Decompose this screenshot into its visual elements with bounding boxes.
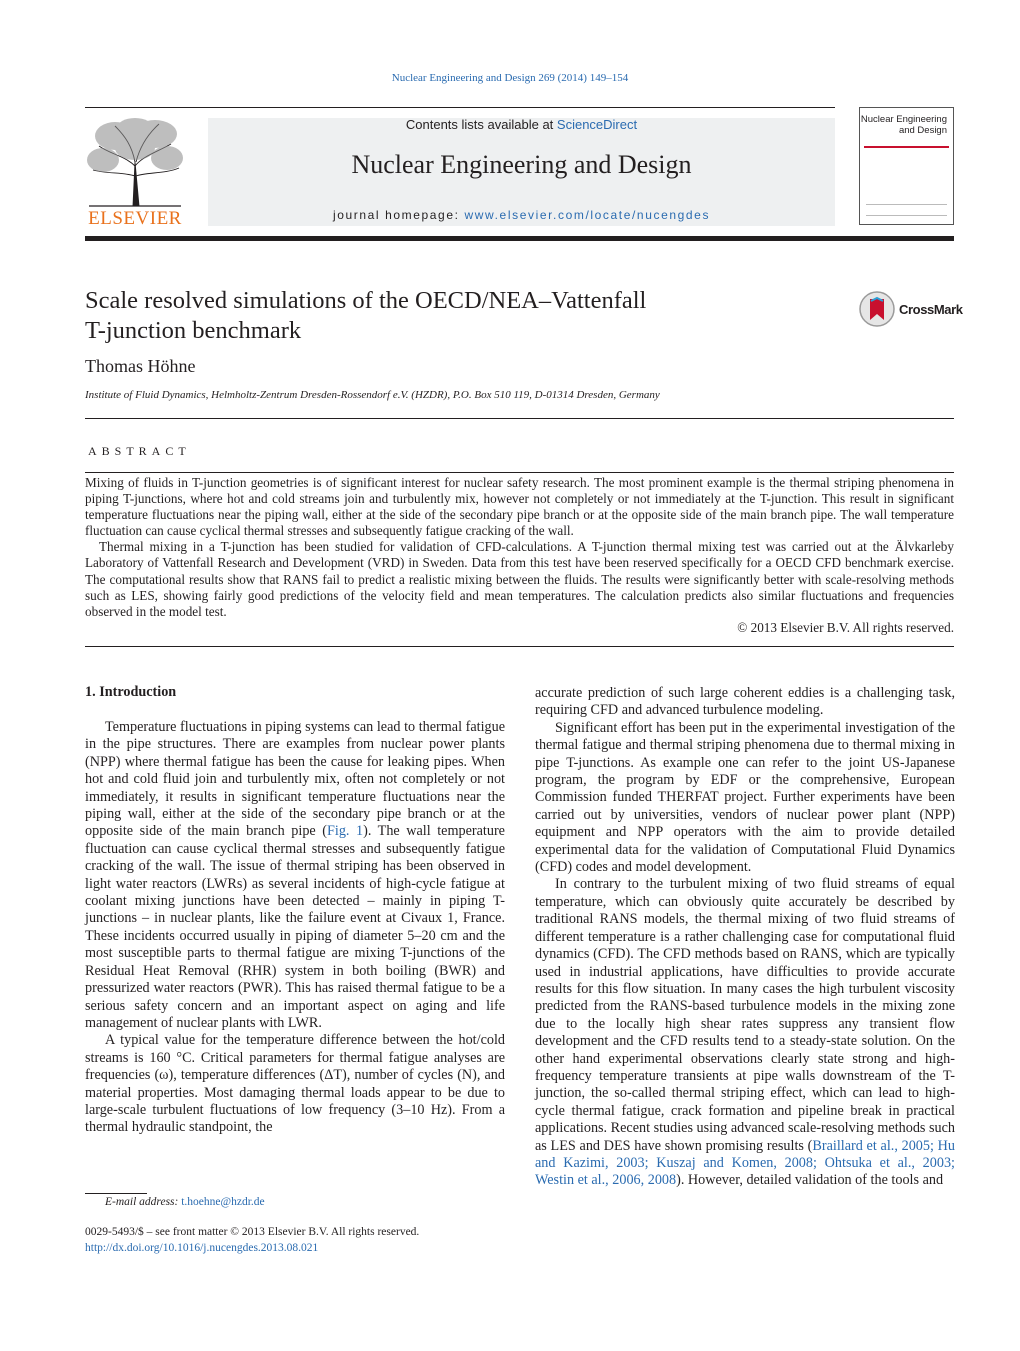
abstract-inner-rule — [85, 472, 954, 473]
abstract-heading: ABSTRACT — [88, 444, 191, 458]
section-heading-introduction: 1. Introduction — [85, 684, 177, 700]
cover-title-line2: and Design — [898, 125, 947, 136]
author-email-footnote — [105, 1196, 265, 1208]
references-link[interactable]: Braillard et al., 2005; Hu and Kazimi, 2003; Kuszaj and Komen, 2008; Ohtsuka et al., 2003; Westin et al., 2006, 2008 — [535, 1137, 956, 1189]
intro-p4-text-b: ). However, detailed validation of the tools and — [676, 1172, 944, 1189]
email-link[interactable]: t.hoehne@hzdr.de — [181, 1196, 265, 1208]
author-name[interactable]: Thomas Höhne — [85, 356, 196, 376]
author-affiliation: Institute of Fluid Dynamics, Helmholtz-Zentrum Dresden-Rossendorf e.V. (HZDR), P.O. Box 510 119, D-01314 Dresden, Germany — [85, 389, 660, 401]
header-rule — [85, 107, 835, 108]
right-column — [535, 685, 955, 1190]
abstract-bottom-rule — [85, 646, 954, 647]
contents-prefix: Contents lists available at — [405, 117, 557, 132]
left-column — [85, 719, 505, 1137]
intro-p4-text-a: In contrary to the turbulent mixing of two fluid streams of equal temperature, which can obviously quite accurately be described by traditional RANS models, the thermal mixing of two fluid streams of different temperature is a rather challenging case for computational fluid dynamics (CFD). The CFD methods based on RANS, which are typically used in industrial applications, have difficulties to provide accurate results for this flow situation. In many cases the high turbulent viscosity predicted from the RANS-based turbulence models in the mixing zone due to the locally high shear rates suppress any transient flow development and the CFD results tend to a steady-state solution. On the other hand experimental observations clearly state strong and high-frequency temperature transients at pipe walls downstream of the T-junction, the so-called thermal striping effect, which can lead to high-cycle thermal fatigue, crack formation and pipeline break in practical applications. Recent studies using advanced scale-resolving methods such as LES and DES have shown promising results ( — [535, 876, 955, 1154]
figure-1-link[interactable]: Fig. 1 — [327, 823, 364, 840]
tree-icon — [85, 116, 185, 208]
email-label: E-mail address: — [105, 1196, 179, 1208]
front-matter-line: 0029-5493/$ – see front matter © 2013 Elsevier B.V. All rights reserved. — [85, 1226, 420, 1238]
crossmark-label[interactable]: CrossMark — [899, 302, 963, 317]
intro-p1-text-b: ). The wall temperature fluctuation can cause cyclical thermal stresses and subsequently fatigue cracking of the wall. The issue of thermal striping has been observed in light water reactors (LWRs) as several incidents of high-cycle fatigue at coolant mixing junctions have been detected – mainly in piping T-junctions – in nuclear plants, like the failure event at Civaux 1, France. These incidents occurred usually in piping of diameter 5–20 cm and the most susceptible parts to thermal fatigue are mixing T-junctions of the Residual Heat Removal (RHR) system in both boiling (BWR) and pressurized water reactors (PWR). This has raised thermal fatigue to be a serious safety concern and an important aspect on aging and life management of nuclear plants with LWR. — [85, 823, 505, 1031]
cover-title-line1: Nuclear Engineering — [860, 114, 947, 125]
abstract-body — [85, 475, 954, 620]
header-thick-rule — [85, 236, 954, 241]
abstract-copyright: © 2013 Elsevier B.V. All rights reserved. — [737, 620, 954, 635]
journal-homepage — [208, 208, 835, 222]
elsevier-logo[interactable] — [85, 116, 185, 228]
crossmark-icon — [858, 290, 896, 328]
journal-citation[interactable]: Nuclear Engineering and Design 269 (2014) 149–154 — [391, 72, 629, 84]
intro-paragraph-4 — [535, 876, 955, 1189]
journal-cover-thumbnail[interactable] — [859, 107, 954, 225]
publisher-wordmark: ELSEVIER — [88, 208, 182, 229]
title-line-2: T-junction benchmark — [85, 317, 302, 344]
journal-title: Nuclear Engineering and Design — [351, 150, 692, 179]
homepage-prefix: journal homepage: — [332, 208, 465, 222]
intro-paragraph-3: Significant effort has been put in the experimental investigation of the thermal fatigue and thermal striping phenomena due to thermal mixing in pipe T-junctions. As example one can refer to the joint US-Japanese program, the program by EDF or the comprehensive, European Commission funded THERFAT project. Further experiments have been carried out by universities, vendors of nuclear power plant (NPP) equipment and NPP operators with the aim to provide detailed experimental data for the validation of Computational Fluid Dynamics (CFD) codes and model development. — [535, 719, 955, 876]
article-title — [85, 286, 805, 346]
doi-link[interactable]: http://dx.doi.org/10.1016/j.nucengdes.2013.08.021 — [85, 1242, 319, 1254]
intro-paragraph-1 — [85, 719, 505, 1032]
intro-p1-text-a: Temperature fluctuations in piping systems can lead to thermal fatigue in the pipe structures. There are examples from nuclear power plants (NPP) where thermal fatigue has been the cause for leaking pipes. When hot and cold fluid join and turbulently mix, often not completely or not immediately, it results in significant temperature fluctuations near the piping wall, either at the side of the secondary pipe branch or at the opposite side of the main branch pipe ( — [85, 719, 505, 840]
intro-paragraph-continued: accurate prediction of such large coherent eddies is a challenging task, requiring CFD and advanced turbulence modeling. — [535, 685, 955, 719]
cover-band — [864, 146, 949, 148]
footnote-rule — [85, 1193, 147, 1194]
abstract-paragraph-1: Mixing of fluids in T-junction geometries is of significant interest for nuclear safety research. The most prominent example is the thermal striping phenomena in piping T-junctions, where hot and cold streams join and turbulently mix, however not completely or not immediately at the T-junction. This result in significant temperature fluctuations near the piping wall, either at the side of the secondary pipe branch or at the opposite side of the main branch pipe. The wall temperature fluctuation can cause cyclical thermal stresses and subsequently fatigue cracking of the wall. — [85, 475, 954, 539]
title-line-1: Scale resolved simulations of the OECD/NEA–Vattenfall — [85, 287, 647, 314]
intro-paragraph-2: A typical value for the temperature difference between the hot/cold streams is 160 °C. Critical parameters for thermal fatigue analyses are frequencies (ω), temperature differences (ΔT), number of cycles (N), and material properties. Most damaging thermal loads appear to be due to large-scale turbulent fluctuations of low frequency (3–10 Hz). From a thermal hydraulic standpoint, the — [85, 1032, 505, 1136]
abstract-paragraph-2: Thermal mixing in a T-junction has been studied for validation of CFD-calculations. A T-junction thermal mixing test was carried out at the Älvkarleby Laboratory of Vattenfall Research and Development (VRD) in Sweden. Data from this test have been reserved specifically for a OECD CFD benchmark exercise. The computational results show that RANS fail to predict a realistic mixing between the fluids. The results were significantly better with scale-resolving methods such as LES, showing fairly good predictions of the velocity field and mean temperatures. The calculation predicts also similar fluctuations and frequencies observed in the model test. — [85, 539, 954, 619]
cover-lines — [866, 204, 947, 216]
cover-title — [861, 114, 947, 136]
contents-line — [208, 117, 835, 132]
abstract-top-rule — [85, 418, 954, 419]
sciencedirect-link[interactable]: ScienceDirect — [556, 117, 638, 132]
homepage-link[interactable]: www.elsevier.com/locate/nucengdes — [464, 208, 711, 222]
